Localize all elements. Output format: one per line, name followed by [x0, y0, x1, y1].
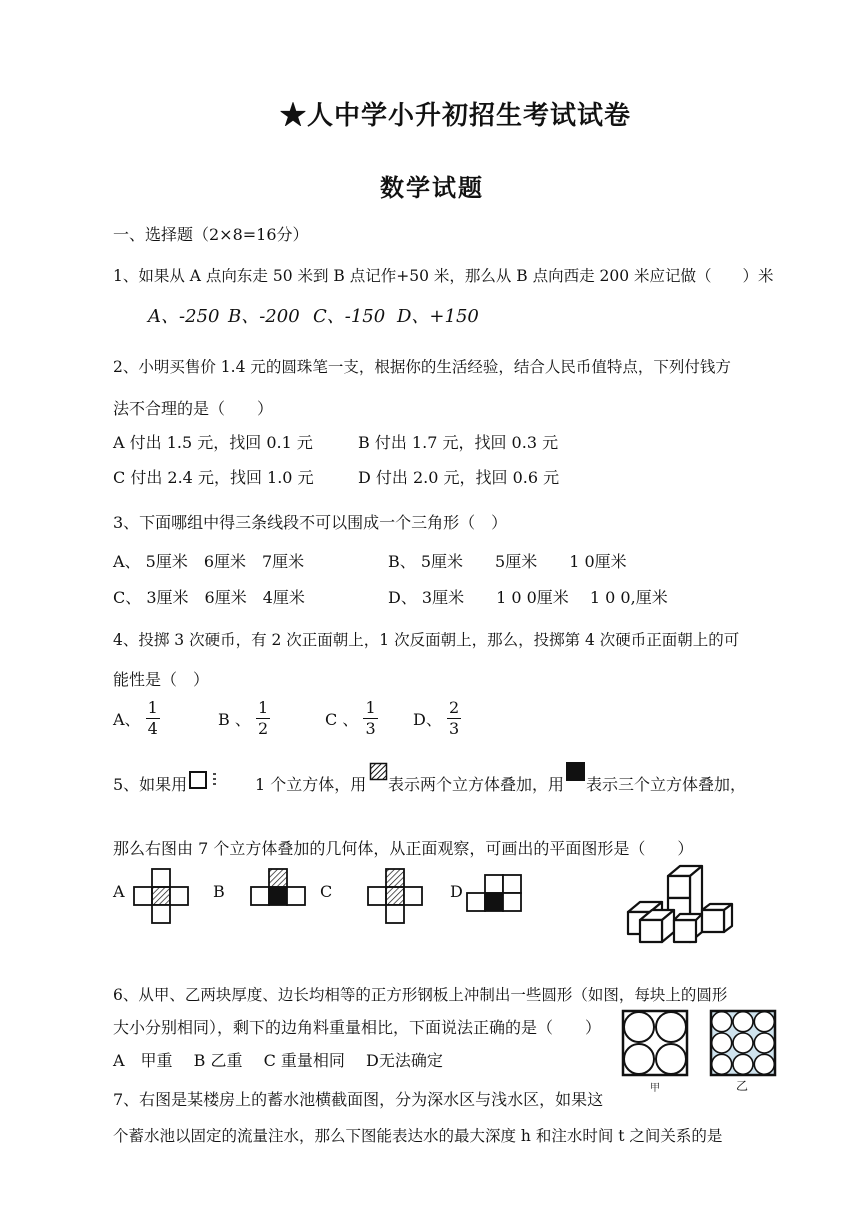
empty-square-icon	[189, 769, 219, 791]
q4-option-a-fraction	[146, 698, 160, 739]
plate-label-jia: 甲	[650, 1083, 660, 1094]
question-3: 3、下面哪组中得三条线段不可以围成一个三角形（ ）	[113, 513, 508, 532]
denominator: 2	[257, 719, 269, 738]
q4-option-a	[113, 698, 160, 739]
q4-option-b	[218, 698, 270, 739]
filled-square-icon	[566, 762, 586, 782]
q1-option-c: C、-150	[313, 306, 386, 327]
denominator: 3	[365, 719, 376, 738]
q4-option-c-fraction	[363, 698, 377, 739]
q2-option-a: A 付出 1.5 元，找回 0.1 元	[113, 433, 313, 452]
question-7-line2: 个蓄水池以固定的流量注水，那么下图能表达水的最大深度 h 和注水时间 t 之间关系的是	[113, 1127, 723, 1145]
q3-option-b: B、 5厘米 5厘米 1 0厘米	[388, 552, 627, 571]
q5-option-b-label: B	[213, 882, 225, 901]
section-heading: 一、选择题（2×8=16分）	[113, 225, 309, 244]
plate-label-yi: 乙	[736, 1079, 749, 1093]
question-2-line1: 2、小明买售价 1.4 元的圆珠笔一支，根据你的生活经验，结合人民币值特点，下列付钱方	[113, 358, 731, 376]
q4-option-c-label: C 、	[325, 710, 359, 729]
hatched-square-icon	[370, 763, 388, 781]
q1-option-b: B、-200	[228, 306, 300, 327]
numerator: 1	[365, 698, 376, 717]
exam-title: ★人中学小升初招生考试试卷	[280, 101, 632, 131]
numerator: 1	[147, 698, 158, 717]
q4-option-c	[325, 698, 378, 739]
q5-option-c-figure	[367, 868, 427, 928]
question-6-line1: 6、从甲、乙两块厚度、边长均相等的正方形钢板上冲制出一些圆形（如图，每块上的圆形	[113, 986, 728, 1004]
numerator: 1	[257, 698, 269, 717]
q4-option-d-label: D、	[413, 710, 442, 729]
q3-option-c: C、 3厘米 6厘米 4厘米	[113, 588, 305, 607]
q5-option-c-label: C	[320, 882, 333, 901]
q1-option-d: D、+150	[397, 306, 479, 327]
steel-plate-jia-figure	[622, 1010, 692, 1080]
question-2-line2: 法不合理的是（ ）	[113, 399, 274, 418]
q3-option-a: A、 5厘米 6厘米 7厘米	[113, 552, 305, 571]
q5-option-d-figure	[466, 874, 526, 919]
q5-option-b-figure	[250, 868, 310, 913]
q2-option-d: D 付出 2.0 元，找回 0.6 元	[358, 468, 560, 487]
q4-option-b-label: B 、	[218, 710, 251, 729]
question-5-part1: 5、如果用	[113, 775, 188, 794]
denominator: 3	[448, 719, 460, 738]
question-5-line2: 那么右图由 7 个立方体叠加的几何体，从正面观察，可画出的平面图形是（ ）	[113, 839, 694, 858]
q5-option-d-label: D	[450, 882, 463, 901]
question-5-part2: 1 个立方体，用	[255, 775, 367, 794]
numerator: 2	[448, 698, 460, 717]
q2-option-c: C 付出 2.4 元，找回 1.0 元	[113, 468, 314, 487]
question-1: 1、如果从 A 点向东走 50 米到 B 点记作+50 米，那么从 B 点向西走 200 米应记做（ ）米	[113, 267, 774, 285]
q2-option-b: B 付出 1.7 元，找回 0.3 元	[358, 433, 559, 452]
subject-title: 数学试题	[380, 173, 484, 202]
question-5-part4: 表示三个立方体叠加，	[586, 775, 747, 794]
question-4-line1: 4、投掷 3 次硬币，有 2 次正面朝上，1 次反面朝上，那么，投掷第 4 次硬币正面朝上的可	[113, 631, 740, 649]
q6-options: A 甲重 B 乙重 C 重量相同 D无法确定	[113, 1051, 443, 1070]
denominator: 4	[147, 719, 158, 738]
q5-option-a-figure	[133, 868, 193, 928]
question-4-line2: 能性是（ ）	[113, 670, 210, 689]
q4-option-a-label: A、	[113, 710, 141, 729]
q4-option-d	[413, 698, 461, 739]
q4-option-b-fraction	[256, 698, 270, 739]
question-7-line1: 7、右图是某楼房上的蓄水池横截面图，分为深水区与浅水区，如果这	[113, 1090, 604, 1109]
steel-plate-yi-figure	[710, 1010, 780, 1080]
q4-option-d-fraction	[447, 698, 461, 739]
question-6-line2: 大小分别相同），剩下的边角料重量相比，下面说法正确的是（ ）	[113, 1018, 602, 1037]
q5-option-a-label: A	[113, 882, 125, 901]
q1-option-a: A、-250	[148, 306, 220, 327]
q3-option-d: D、 3厘米 1 0 0厘米 1 0 0,厘米	[388, 588, 668, 607]
stacked-cubes-figure	[620, 862, 740, 952]
question-5-part3: 表示两个立方体叠加，用	[388, 775, 565, 794]
